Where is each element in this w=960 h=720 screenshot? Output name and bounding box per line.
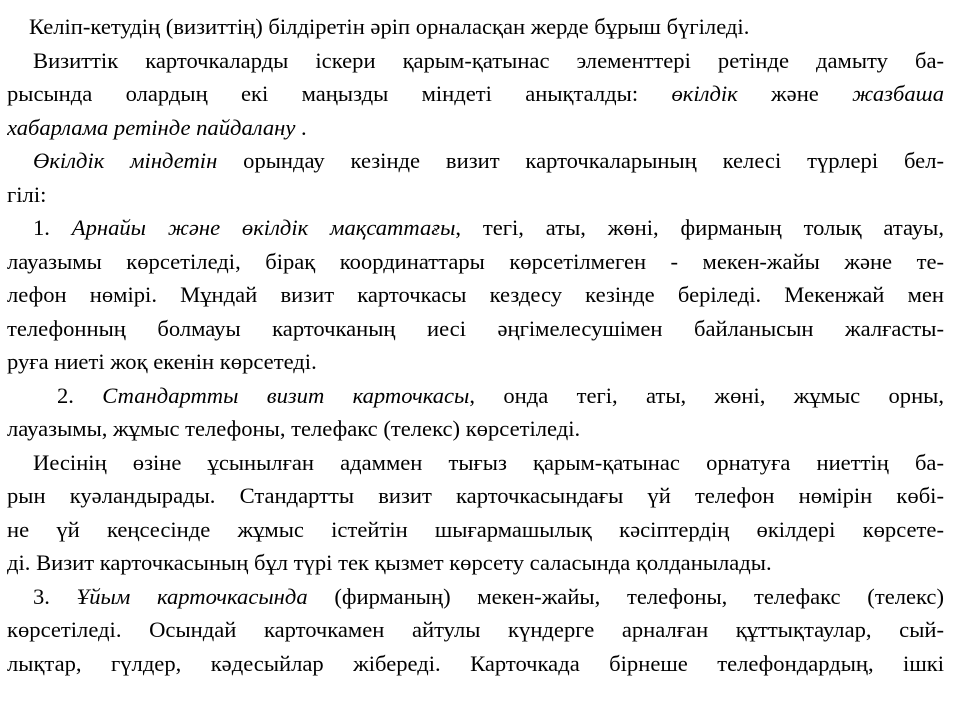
italic-text-segment: өкілдік	[671, 81, 738, 106]
text-segment: лауазымы көрсетіледі, бірақ координаттары көрсетілмеген - мекен-жайы және те-	[7, 248, 944, 274]
text-line	[7, 144, 944, 178]
text-line	[7, 546, 944, 580]
text-segment: (фирманың) мекен-жайы, телефоны, телефакс (телекс)	[307, 583, 944, 609]
document-page	[7, 10, 944, 680]
text-segment: 2.	[57, 382, 103, 408]
text-segment: руға ниеті жоқ екенін көрсетеді.	[7, 349, 317, 374]
text-segment: көрсетіледі. Осындай карточкамен айтулы күндерге арналған құттықтаулар, сый-	[7, 617, 944, 642]
text-segment: ді. Визит карточкасының бұл түрі тек қызмет көрсету саласында қолданылады.	[7, 550, 772, 575]
text-segment: Визиттік карточкаларды іскери қарым-қатынас элементтері ретінде дамыту ба-	[33, 47, 944, 73]
text-segment: .	[295, 114, 307, 140]
italic-text-segment: Стандартты визит карточкасы	[102, 382, 470, 408]
text-line	[7, 10, 944, 44]
text-line	[7, 111, 944, 145]
text-line	[7, 211, 944, 245]
text-segment: Иесінің өзіне ұсынылған адаммен тығыз қарым-қатынас орнатуға ниеттің ба-	[33, 449, 944, 475]
text-line	[7, 580, 944, 614]
text-line	[7, 613, 944, 647]
text-segment: рысында олардың екі маңызды міндеті анықталды:	[7, 81, 672, 106]
text-line	[7, 379, 944, 413]
text-line	[7, 178, 944, 212]
text-segment: Келіп-кетудің (визиттің) білдіретін әріп орналасқан жерде бұрыш бүгіледі.	[29, 14, 750, 39]
text-line	[7, 479, 944, 513]
text-line	[7, 278, 944, 312]
text-segment: орындау кезінде визит карточкаларының келесі түрлері бел-	[217, 148, 944, 173]
text-segment: лықтар, гүлдер, кәдесыйлар жібереді. Карточкада бірнеше телефондардың, ішкі	[7, 650, 944, 676]
text-segment: 3.	[33, 583, 77, 609]
text-line	[7, 647, 944, 681]
italic-text-segment: Арнайы және өкілдік мақсаттағы	[71, 215, 456, 240]
text-line	[7, 44, 944, 78]
text-segment: не үй кеңсесінде жұмыс істейтін шығармашылық кәсіптердің өкілдері көрсете-	[7, 516, 944, 542]
italic-text-segment: хабарлама ретінде пайдалану	[7, 114, 296, 140]
text-line	[7, 412, 944, 446]
italic-text-segment: жазбаша	[852, 81, 944, 106]
text-segment: лауазымы, жұмыс телефоны, телефакс (телекс) көрсетіледі.	[7, 416, 581, 441]
text-line	[7, 513, 944, 547]
text-segment: гілі:	[7, 181, 47, 207]
text-segment: , онда тегі, аты, жөні, жұмыс орны,	[469, 382, 944, 408]
text-line	[7, 77, 944, 111]
text-segment: телефонның болмауы карточканың иесі әңгімелесушімен байланысын жалғасты-	[7, 315, 944, 341]
text-segment: рын куәландырады. Стандартты визит карточкасындағы үй телефон нөмірін көбі-	[7, 483, 944, 508]
italic-text-segment: Өкілдік міндетін	[33, 148, 218, 173]
italic-text-segment: Ұйым карточкасында	[76, 583, 308, 609]
text-line	[7, 345, 944, 379]
text-line	[7, 312, 944, 346]
text-segment: лефон нөмірі. Мұндай визит карточкасы кездесу кезінде беріледі. Мекенжай мен	[7, 282, 944, 307]
text-segment: 1.	[33, 215, 72, 240]
text-segment: , тегі, аты, жөні, фирманың толық атауы,	[455, 215, 944, 240]
text-line	[7, 446, 944, 480]
text-segment: және	[737, 81, 853, 106]
text-line	[7, 245, 944, 279]
